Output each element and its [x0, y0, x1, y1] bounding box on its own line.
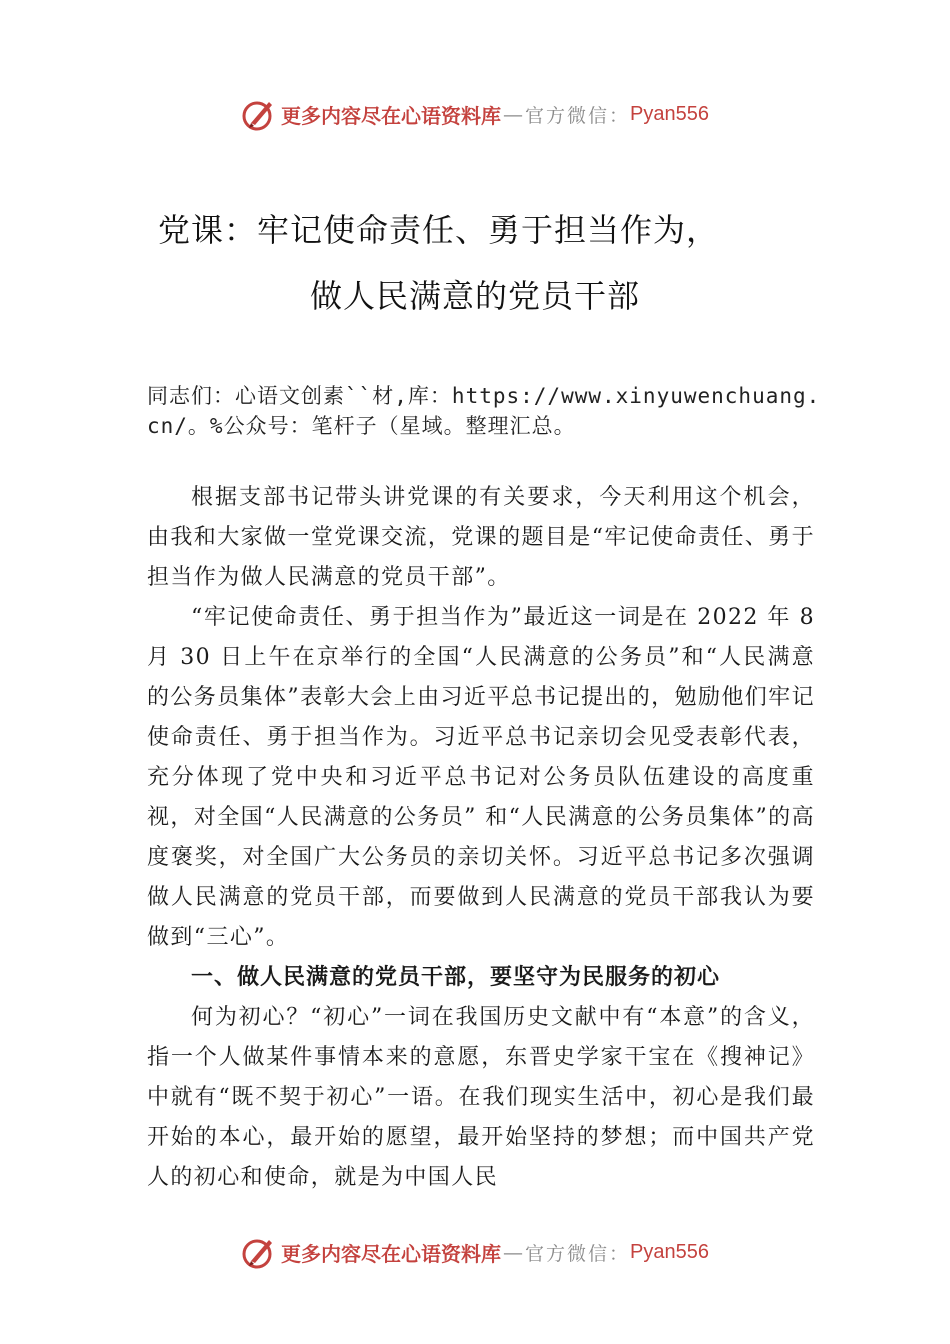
banner-brand: 更多内容尽在心语资料库 [281, 103, 501, 128]
pen-logo-icon [241, 1234, 277, 1270]
section-heading: 一、做人民满意的党员干部，要坚守为民服务的初心 [191, 965, 721, 990]
intro-text: 同志们：心语文创素``材,库：https://www.xinyuwenchuang.cn/。%公众号：笔杆子（星域。整理汇总。 [147, 384, 821, 438]
banner-wechat-label: 官方微信： [525, 1242, 631, 1265]
paragraph: 根据支部书记带头讲党课的有关要求，今天利用这个机会，由我和大家做一堂党课交流，党课的题目是“牢记使命责任、勇于担当作为做人民满意的党员干部”。 [147, 485, 815, 590]
banner-brand: 更多内容尽在心语资料库 [281, 1241, 501, 1266]
paragraph: “牢记使命责任、勇于担当作为”最近这一词是在 2022 年 8 月 30 日上午在京举行的全国“人民满意的公务员”和“人民满意的公务员集体”表彰大会上由习近平总书记提出的，勉励他们牢记使命责任、勇于担当作为。习近平总书记亲切会见受表彰代表，充分体现了党中央和习近平总书记对公务员队伍建设的高度重视，对全国“人民满意的公务员” 和“人民满意的公务员集体”的高度褒奖，对全国广大公务员的亲切关怀。习近平总书记多次强调做人民满意的党员干部，而要做到人民满意的党员干部我认为要做到“三心”。 [147, 605, 815, 950]
header-banner [0, 94, 950, 134]
banner-dash: — [503, 102, 523, 126]
banner-wechat-id: Pyan556 [630, 102, 709, 125]
paragraph: 何为初心？“初心”一词在我国历史文献中有“本意”的含义，指一个人做某件事情本来的意愿，东晋史学家干宝在《搜神记》中就有“既不契于初心”一语。在我们现实生活中，初心是我们最开始的本心，最开始的愿望，最开始坚持的梦想；而中国共产党人的初心和使命，就是为中国人民 [147, 1005, 815, 1190]
pen-logo-icon [241, 96, 277, 132]
banner-dash: — [503, 1240, 523, 1264]
document-title-line2: 做人民满意的党员干部 [309, 277, 640, 315]
footer-banner [0, 1232, 950, 1272]
banner-wechat-label: 官方微信： [525, 104, 631, 127]
document-body [147, 478, 815, 1198]
banner-wechat-id: Pyan556 [630, 1240, 709, 1263]
document-title-line1: 党课：牢记使命责任、勇于担当作为， [158, 211, 720, 249]
